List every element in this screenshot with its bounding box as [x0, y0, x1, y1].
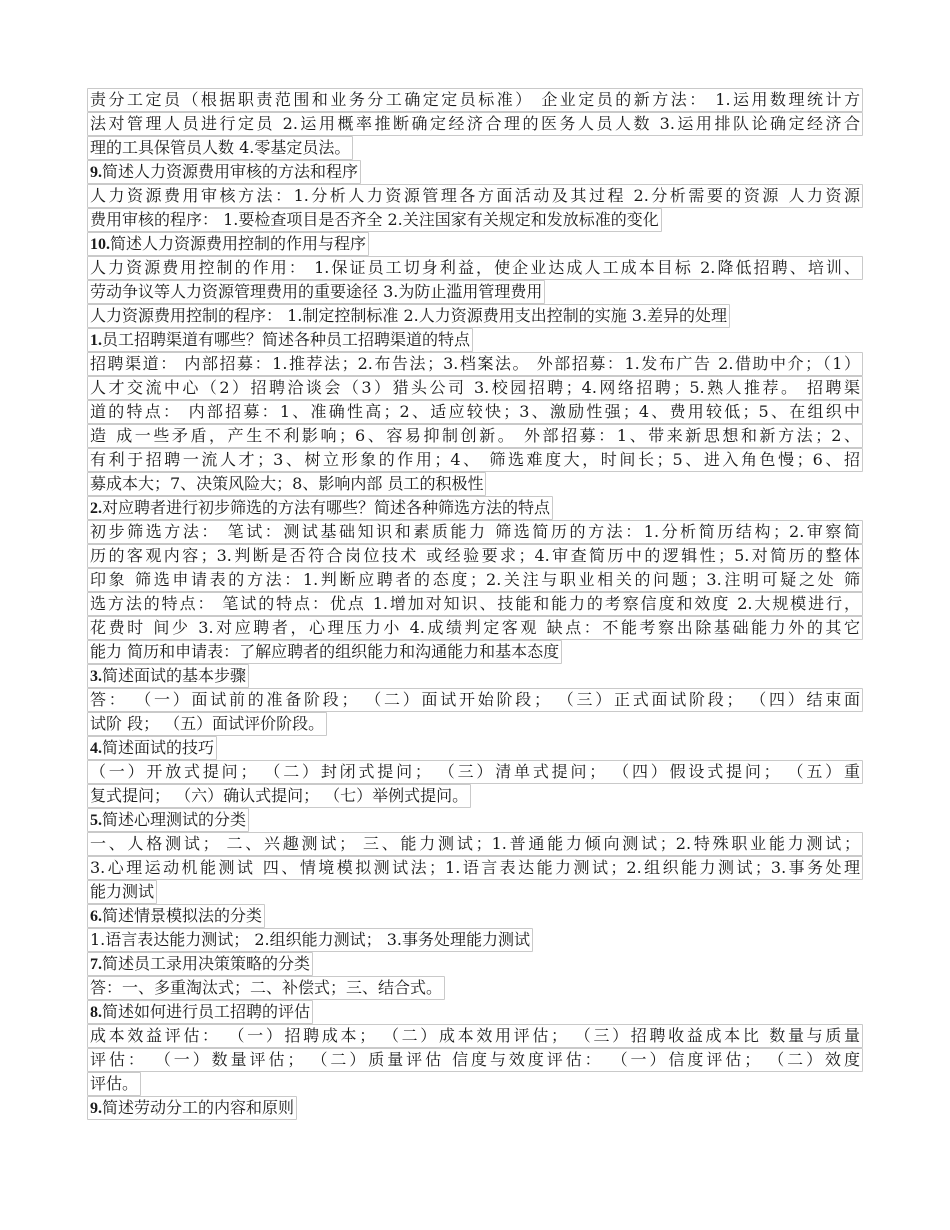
heading-text: 简述心理测试的分类 — [102, 810, 247, 829]
heading-text: 简述面试的基本步骤 — [102, 666, 247, 685]
line-text: 3.心理运动机能测试 四、情境模拟测试法；1.语言表达能力测试；2.组织能力测试；3.事务处理 — [90, 858, 860, 877]
text-line — [87, 544, 863, 568]
text-line-box — [87, 400, 863, 424]
line-text: 人力资源费用控制的程序： 1.制定控制标准 2.人力资源费用支出控制的实施 3.差异的处理 — [90, 306, 728, 325]
line-text: 答： （一）面试前的准备阶段； （二）面试开始阶段； （三）正式面试阶段； （四）结束面 — [90, 690, 860, 709]
section-heading — [87, 328, 863, 352]
text-line — [87, 688, 863, 712]
section-heading — [87, 808, 863, 832]
text-line — [87, 256, 863, 280]
heading-text: 简述如何进行员工招聘的评估 — [102, 1002, 311, 1021]
section-number: 9. — [90, 1100, 102, 1117]
text-line-box — [87, 832, 863, 856]
section-heading — [87, 496, 863, 520]
text-line-box — [87, 208, 662, 232]
text-line — [87, 376, 863, 400]
text-line — [87, 1024, 863, 1048]
heading-text-box — [87, 496, 553, 520]
text-line-box — [87, 784, 471, 808]
section-number: 4. — [90, 740, 102, 757]
section-heading — [87, 160, 863, 184]
text-line — [87, 136, 863, 160]
line-text: 评估： （一）数量评估； （二）质量评估 信度与效度评估： （一）信度评估； （二）效度 — [90, 1050, 860, 1069]
text-line-box — [87, 568, 863, 592]
text-line — [87, 1048, 863, 1072]
heading-text: 简述情景模拟法的分类 — [102, 906, 263, 925]
text-line — [87, 880, 863, 904]
text-line — [87, 976, 863, 1000]
text-line-box — [87, 928, 533, 952]
text-line — [87, 712, 863, 736]
section-heading — [87, 736, 863, 760]
text-line-box — [87, 1072, 141, 1096]
heading-text-box — [87, 328, 473, 352]
text-line-box — [87, 256, 863, 280]
heading-text-box — [87, 952, 313, 976]
section-number: 8. — [90, 1004, 102, 1021]
heading-text-box — [87, 1096, 297, 1120]
heading-text: 简述人力资源费用控制的作用与程序 — [110, 234, 367, 253]
section-number: 3. — [90, 668, 102, 685]
text-line — [87, 472, 863, 496]
text-line-box — [87, 136, 353, 160]
text-line-box — [87, 1048, 863, 1072]
heading-text: 简述员工录用决策策略的分类 — [102, 954, 311, 973]
text-line — [87, 640, 863, 664]
text-line-box — [87, 880, 157, 904]
line-text: 人力资源费用审核方法：1.分析人力资源管理各方面活动及其过程 2.分析需要的资源 人力资源 — [90, 186, 860, 205]
text-line-box — [87, 712, 327, 736]
line-text: 历的客观内容；3.判断是否符合岗位技术 或经验要求；4.审查简历中的逻辑性；5.对简历的整体 — [90, 546, 860, 565]
heading-text: 员工招聘渠道有哪些？简述各种员工招聘渠道的特点 — [102, 330, 471, 349]
heading-text-box — [87, 664, 249, 688]
section-number: 6. — [90, 908, 102, 925]
text-line-box — [87, 352, 863, 376]
text-body — [87, 88, 863, 1120]
section-number: 5. — [90, 812, 102, 829]
line-text: 法对管理人员进行定员 2.运用概率推断确定经济合理的医务人员人数 3.运用排队论确定经济合 — [90, 114, 860, 133]
text-line-box — [87, 280, 545, 304]
line-text: 造 成一些矛盾，产生不利影响；6、容易抑制创新。 外部招募：1、带来新思想和新方法；2、 — [90, 426, 860, 445]
text-line — [87, 832, 863, 856]
text-line — [87, 304, 863, 328]
text-line — [87, 280, 863, 304]
section-heading — [87, 952, 863, 976]
text-line-box — [87, 448, 863, 472]
text-line — [87, 760, 863, 784]
line-text: 能力测试 — [90, 882, 155, 901]
document-page — [87, 88, 863, 1120]
text-line-box — [87, 544, 863, 568]
text-line — [87, 208, 863, 232]
section-number: 1. — [90, 332, 102, 349]
text-line-box — [87, 1024, 863, 1048]
text-line-box — [87, 856, 863, 880]
text-line-box — [87, 88, 863, 112]
text-line-box — [87, 640, 562, 664]
text-line-box — [87, 424, 863, 448]
text-line — [87, 400, 863, 424]
line-text: 劳动争议等人力资源管理费用的重要途径 3.为防止滥用管理费用 — [90, 282, 543, 301]
section-heading — [87, 664, 863, 688]
text-line — [87, 856, 863, 880]
text-line — [87, 568, 863, 592]
section-heading — [87, 1096, 863, 1120]
line-text: 招聘渠道： 内部招募：1.推荐法；2.布告法；3.档案法。 外部招募：1.发布广告 2.借助中介；（1） — [90, 354, 860, 373]
line-text: 理的工具保管员人数 4.零基定员法。 — [90, 138, 351, 157]
text-line — [87, 520, 863, 544]
text-line-box — [87, 592, 863, 616]
line-text: 人力资源费用控制的作用： 1.保证员工切身利益，使企业达成人工成本目标 2.降低招聘、培训、 — [90, 258, 860, 277]
section-heading — [87, 232, 863, 256]
line-text: 有利于招聘一流人才；3、树立形象的作用；4、 筛选难度大，时间长；5、进入角色慢；6、招 — [90, 450, 860, 469]
heading-text-box — [87, 904, 265, 928]
text-line-box — [87, 688, 863, 712]
text-line — [87, 928, 863, 952]
heading-text-box — [87, 808, 249, 832]
text-line-box — [87, 472, 486, 496]
section-heading — [87, 904, 863, 928]
text-line — [87, 352, 863, 376]
text-line — [87, 448, 863, 472]
text-line-box — [87, 520, 863, 544]
line-text: 复式提问； （六）确认式提问； （七）举例式提问。 — [90, 786, 469, 805]
line-text: 初步筛选方法： 笔试：测试基础知识和素质能力 筛选简历的方法：1.分析简历结构；2.审察简 — [90, 522, 860, 541]
text-line — [87, 424, 863, 448]
text-line — [87, 88, 863, 112]
text-line — [87, 184, 863, 208]
section-number: 10. — [90, 236, 110, 253]
heading-text-box — [87, 1000, 313, 1024]
line-text: 能力 简历和申请表：了解应聘者的组织能力和沟通能力和基本态度 — [90, 642, 560, 661]
heading-text: 对应聘者进行初步筛选的方法有哪些？简述各种筛选方法的特点 — [102, 498, 551, 517]
heading-text-box — [87, 736, 217, 760]
line-text: （一）开放式提问； （二）封闭式提问； （三）清单式提问； （四）假设式提问； （五）重 — [90, 762, 860, 781]
heading-text-box — [87, 160, 361, 184]
line-text: 试阶 段； （五）面试评价阶段。 — [90, 714, 325, 733]
text-line-box — [87, 760, 863, 784]
text-line-box — [87, 112, 863, 136]
line-text: 道的特点： 内部招募：1、准确性高；2、适应较快；3、激励性强；4、费用较低；5、在组织中 — [90, 402, 860, 421]
text-line — [87, 112, 863, 136]
text-line — [87, 1072, 863, 1096]
heading-text: 简述面试的技巧 — [102, 738, 215, 757]
line-text: 评估。 — [90, 1074, 139, 1093]
line-text: 成本效益评估： （一）招聘成本； （二）成本效用评估； （三）招聘收益成本比 数量与质量 — [90, 1026, 860, 1045]
text-line-box — [87, 184, 863, 208]
line-text: 1.语言表达能力测试； 2.组织能力测试； 3.事务处理能力测试 — [90, 930, 530, 949]
section-heading — [87, 1000, 863, 1024]
line-text: 印象 筛选申请表的方法：1.判断应聘者的态度；2.关注与职业相关的问题；3.注明可疑之处 筛 — [90, 570, 860, 589]
line-text: 责分工定员（根据职责范围和业务分工确定定员标准） 企业定员的新方法： 1.运用数理统计方 — [90, 90, 860, 109]
section-number: 2. — [90, 500, 102, 517]
text-line-box — [87, 616, 863, 640]
line-text: 人才交流中心（2）招聘洽谈会（3）猎头公司 3.校园招聘；4.网络招聘；5.熟人推荐。 招聘渠 — [90, 378, 860, 397]
text-line-box — [87, 976, 445, 1000]
text-line-box — [87, 376, 863, 400]
text-line — [87, 784, 863, 808]
line-text: 答：一、多重淘汰式；二、补偿式；三、结合式。 — [90, 978, 443, 997]
heading-text: 简述人力资源费用审核的方法和程序 — [102, 162, 359, 181]
text-line — [87, 616, 863, 640]
text-line-box — [87, 304, 730, 328]
section-number: 7. — [90, 956, 102, 973]
line-text: 一、人格测试； 二、兴趣测试； 三、能力测试；1.普通能力倾向测试；2.特殊职业能力测试； — [90, 834, 860, 853]
heading-text-box — [87, 232, 369, 256]
line-text: 募成本大；7、决策风险大；8、影响内部 员工的积极性 — [90, 474, 484, 493]
line-text: 花费时 间少 3.对应聘者，心理压力小 4.成绩判定客观 缺点：不能考察出除基础能力外的其它 — [90, 618, 860, 637]
text-line — [87, 592, 863, 616]
line-text: 费用审核的程序： 1.要检查项目是否齐全 2.关注国家有关规定和发放标准的变化 — [90, 210, 659, 229]
line-text: 选方法的特点： 笔试的特点：优点 1.增加对知识、技能和能力的考察信度和效度 2.大规模进行， — [90, 594, 860, 613]
section-number: 9. — [90, 164, 102, 181]
heading-text: 简述劳动分工的内容和原则 — [102, 1098, 295, 1117]
